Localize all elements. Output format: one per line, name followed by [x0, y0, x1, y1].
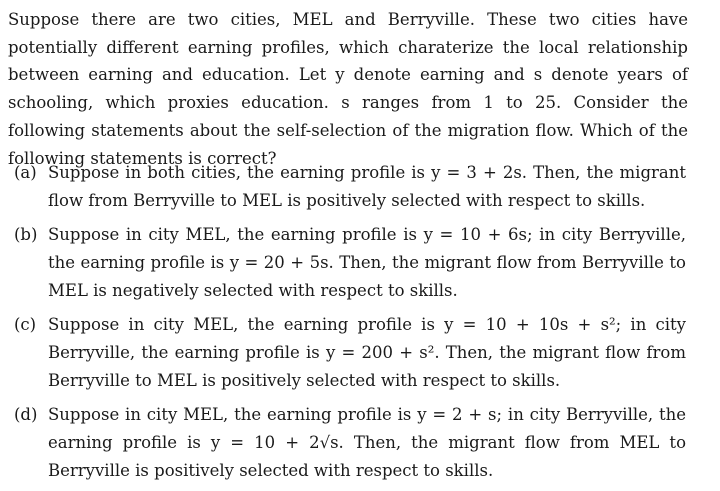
option-a [0, 159, 720, 215]
option-c [0, 311, 720, 395]
option-c-label: (c) [14, 315, 37, 334]
question-intro: Suppose there are two cities, MEL and Berryville. These two cities have potentially different earning profiles, which charaterize the local relationship between earning and education. Let y denote earning and s denote years of schooling, which proxies education. s ranges from 1 to 25. Consider the following statements about the self-selection of the migration flow. Which of the following statements is correct? [8, 10, 688, 168]
option-b [0, 221, 720, 305]
options-list [0, 159, 720, 491]
option-a-text: Suppose in both cities, the earning profile is y = 3 + 2s. Then, the migrant flow from Berryville to MEL is positively selected with respect to skills. [48, 163, 686, 210]
option-d-text: Suppose in city MEL, the earning profile is y = 2 + s; in city Berryville, the earning profile is y = 10 + 2√s. Then, the migrant flow from MEL to Berryville is positively selected with respect to skills. [48, 405, 686, 480]
option-b-text: Suppose in city MEL, the earning profile is y = 10 + 6s; in city Berryville, the earning profile is y = 20 + 5s. Then, the migrant flow from Berryville to MEL is negatively selected with respect to skills. [48, 225, 686, 300]
option-b-label: (b) [14, 225, 38, 244]
option-d [0, 401, 720, 485]
option-a-label: (a) [14, 163, 37, 182]
option-c-text: Suppose in city MEL, the earning profile is y = 10 + 10s + s²; in city Berryville, the earning profile is y = 200 + s². Then, the migrant flow from Berryville to MEL is positively selected with respect to skills. [48, 315, 686, 390]
option-d-label: (d) [14, 405, 38, 424]
